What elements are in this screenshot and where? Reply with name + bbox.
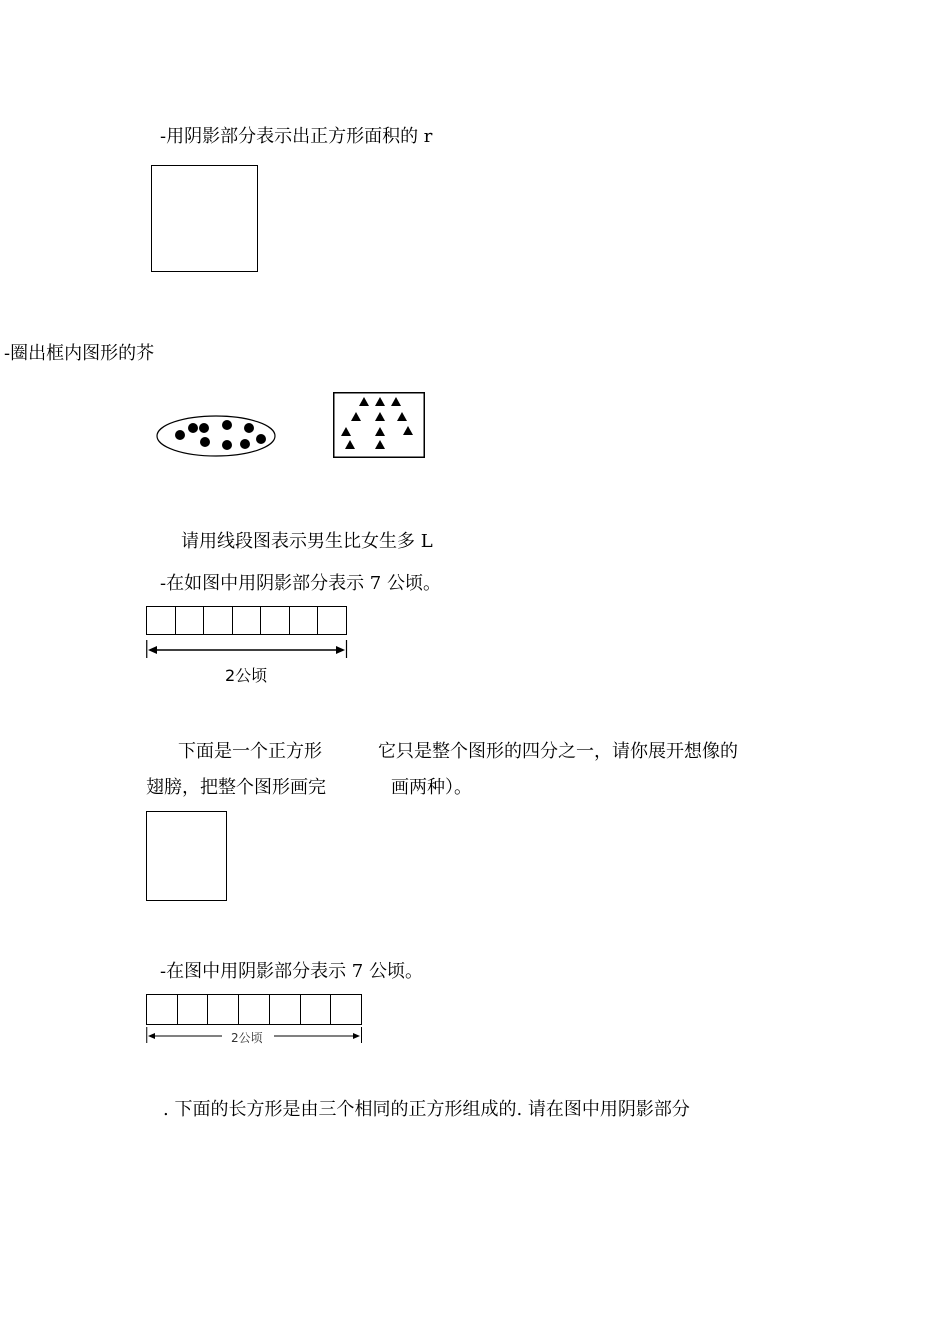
grid-cell <box>208 995 239 1024</box>
triangle-mark <box>403 426 413 435</box>
grid-cell <box>318 607 346 634</box>
triangles-box-figure <box>333 392 425 458</box>
grid-cell <box>233 607 262 634</box>
grid-cell <box>331 995 361 1024</box>
question-6-text: -在图中用阴影部分表示 7 公顷。 <box>160 961 423 982</box>
question-4-text: -在如图中用阴影部分表示 7 公顷。 <box>160 573 441 594</box>
dot-mark <box>240 439 250 449</box>
question-2-text: -圈出框内图形的芥 <box>4 343 155 364</box>
dot-mark <box>188 423 198 433</box>
triangle-mark <box>375 412 385 421</box>
grid-cell <box>270 995 301 1024</box>
question-5-line-2a: 翅膀，把整个图形画完 <box>146 777 326 798</box>
question-5-line-2b: 画两种）。 <box>391 777 472 798</box>
dot-mark <box>175 430 185 440</box>
dots-oval-figure <box>155 412 279 458</box>
dot-mark <box>222 420 232 430</box>
hectare-grid-1 <box>146 606 347 635</box>
grid-cell <box>176 607 205 634</box>
grid-cell <box>261 607 290 634</box>
dot-mark <box>244 423 254 433</box>
span-arrow-1 <box>146 640 348 660</box>
grid-cell <box>204 607 233 634</box>
question-7-text: . 下面的长方形是由三个相同的正方形组成的. 请在图中用阴影部分 <box>163 1099 690 1120</box>
dot-mark <box>222 440 232 450</box>
triangle-mark <box>397 412 407 421</box>
triangle-mark <box>351 412 361 421</box>
triangle-mark <box>375 440 385 449</box>
grid-cell <box>147 995 178 1024</box>
grid-cell <box>147 607 176 634</box>
bar-label-2: 2公顷 <box>231 1031 263 1045</box>
triangle-mark <box>391 397 401 406</box>
question-5-line-1b: 它只是整个图形的四分之一，请你展开想像的 <box>378 741 738 762</box>
dot-mark <box>256 434 266 444</box>
triangle-mark <box>375 397 385 406</box>
rectangle-figure <box>146 811 227 901</box>
triangle-mark <box>375 427 385 436</box>
grid-cell <box>290 607 319 634</box>
question-3-text: 请用线段图表示男生比女生多 L <box>181 531 433 552</box>
hectare-grid-2 <box>146 994 362 1025</box>
dot-mark <box>200 437 210 447</box>
question-5-line-1a: 下面是一个正方形 <box>178 741 322 762</box>
triangle-mark <box>345 440 355 449</box>
grid-cell <box>301 995 332 1024</box>
triangle-mark <box>359 397 369 406</box>
square-figure <box>151 165 258 272</box>
grid-cell <box>239 995 270 1024</box>
question-1-text: -用阴影部分表示出正方形面积的 r <box>160 126 433 147</box>
triangle-mark <box>341 427 351 436</box>
dot-mark <box>199 423 209 433</box>
grid-cell <box>178 995 209 1024</box>
bar-label-1: 2公顷 <box>225 666 268 685</box>
